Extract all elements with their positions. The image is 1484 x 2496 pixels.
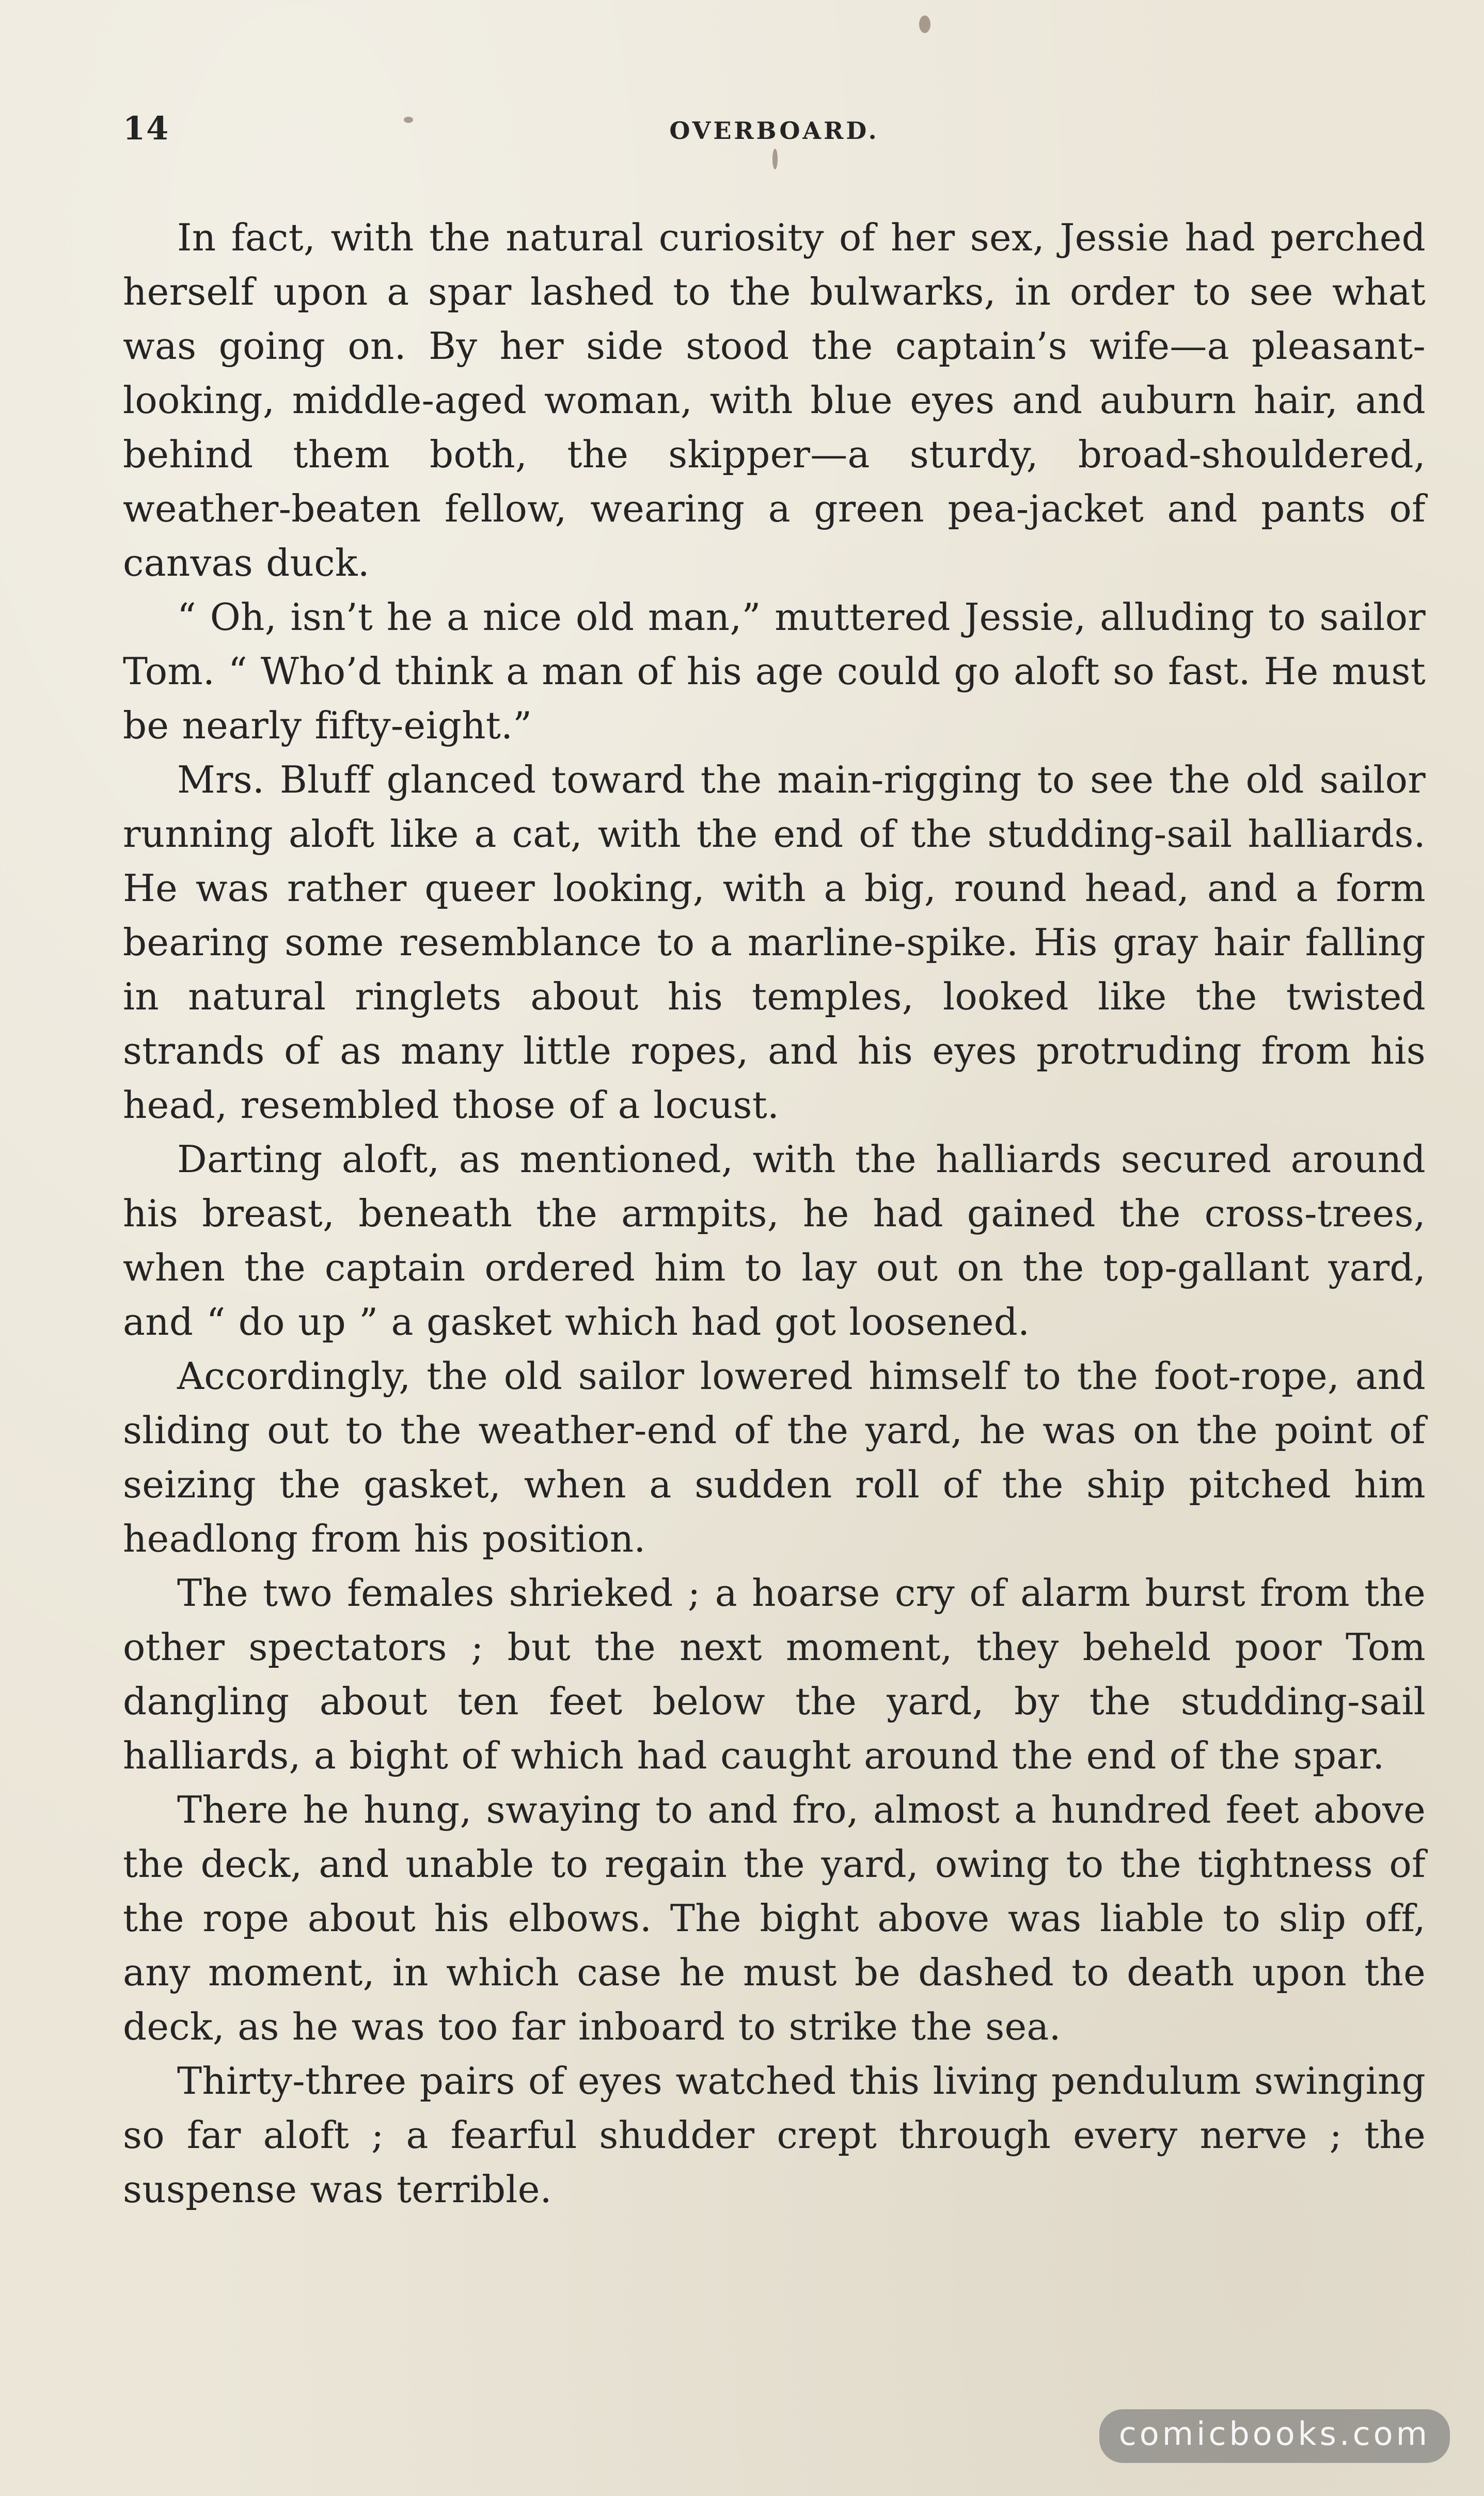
paper-speck <box>772 149 778 169</box>
running-head: OVERBOARD. <box>669 117 879 145</box>
paragraph-3: Mrs. Bluff glanced toward the main-rigging to see the old sailor running aloft like a cat, with the end of the studding-sail halliards. He was rather queer looking, with a big, round head, and a form bearing some resemblance to a marline-spike. His gray hair falling in natural ringlets about his temples, looked like the twisted strands of as many little ropes, and his eyes protruding from his head, resembled those of a locust. <box>123 758 1426 1127</box>
paper-speck <box>404 117 413 123</box>
paragraph-8: Thirty-three pairs of eyes watched this living pendulum swinging so far aloft ; a fearful shudder crept through every nerve ; the suspense was terrible. <box>123 2059 1426 2211</box>
paragraph-5: Accordingly, the old sailor lowered himself to the foot-rope, and sliding out to the weather-end of the yard, he was on the point of seizing the gasket, when a sudden roll of the ship pitched him headlong from his position. <box>123 1354 1426 1560</box>
page-number: 14 <box>123 109 170 147</box>
paragraph-2: “ Oh, isn’t he a nice old man,” muttered Jessie, alluding to sailor Tom. “ Who’d think a man of his age could go aloft so fast. He must be nearly fifty-eight.” <box>123 595 1426 747</box>
book-page <box>123 98 1426 2217</box>
watermark-logo: comicbooks.com <box>1099 2409 1450 2463</box>
paragraph-6: The two females shrieked ; a hoarse cry of alarm burst from the other spectators ; but the next moment, they beheld poor Tom dangling about ten feet below the yard, by the studding-sail halliards, a bight of which had caught around the end of the spar. <box>123 1571 1426 1777</box>
paragraph-1: In fact, with the natural curiosity of her sex, Jessie had perched herself upon a spar lashed to the bulwarks, in order to see what was going on. By her side stood the captain’s wife—a pleasant-looking, middle-aged woman, with blue eyes and auburn hair, and behind them both, the skipper—a sturdy, broad-shouldered, weather-beaten fellow, wearing a green pea-jacket and pants of canvas duck. <box>123 216 1426 584</box>
paragraph-7: There he hung, swaying to and fro, almost a hundred feet above the deck, and unable to regain the yard, owing to the tightness of the rope about his elbows. The bight above was liable to slip off, any moment, in which case he must be dashed to death upon the deck, as he was too far inboard to strike the sea. <box>123 1788 1426 2048</box>
paper-speck <box>919 15 930 33</box>
paragraph-4: Darting aloft, as mentioned, with the halliards secured around his breast, beneath the armpits, he had gained the cross-trees, when the captain ordered him to lay out on the top-gallant yard, and “ do up ” a gasket which had got loosened. <box>123 1138 1426 1344</box>
body-text <box>123 211 1426 2217</box>
